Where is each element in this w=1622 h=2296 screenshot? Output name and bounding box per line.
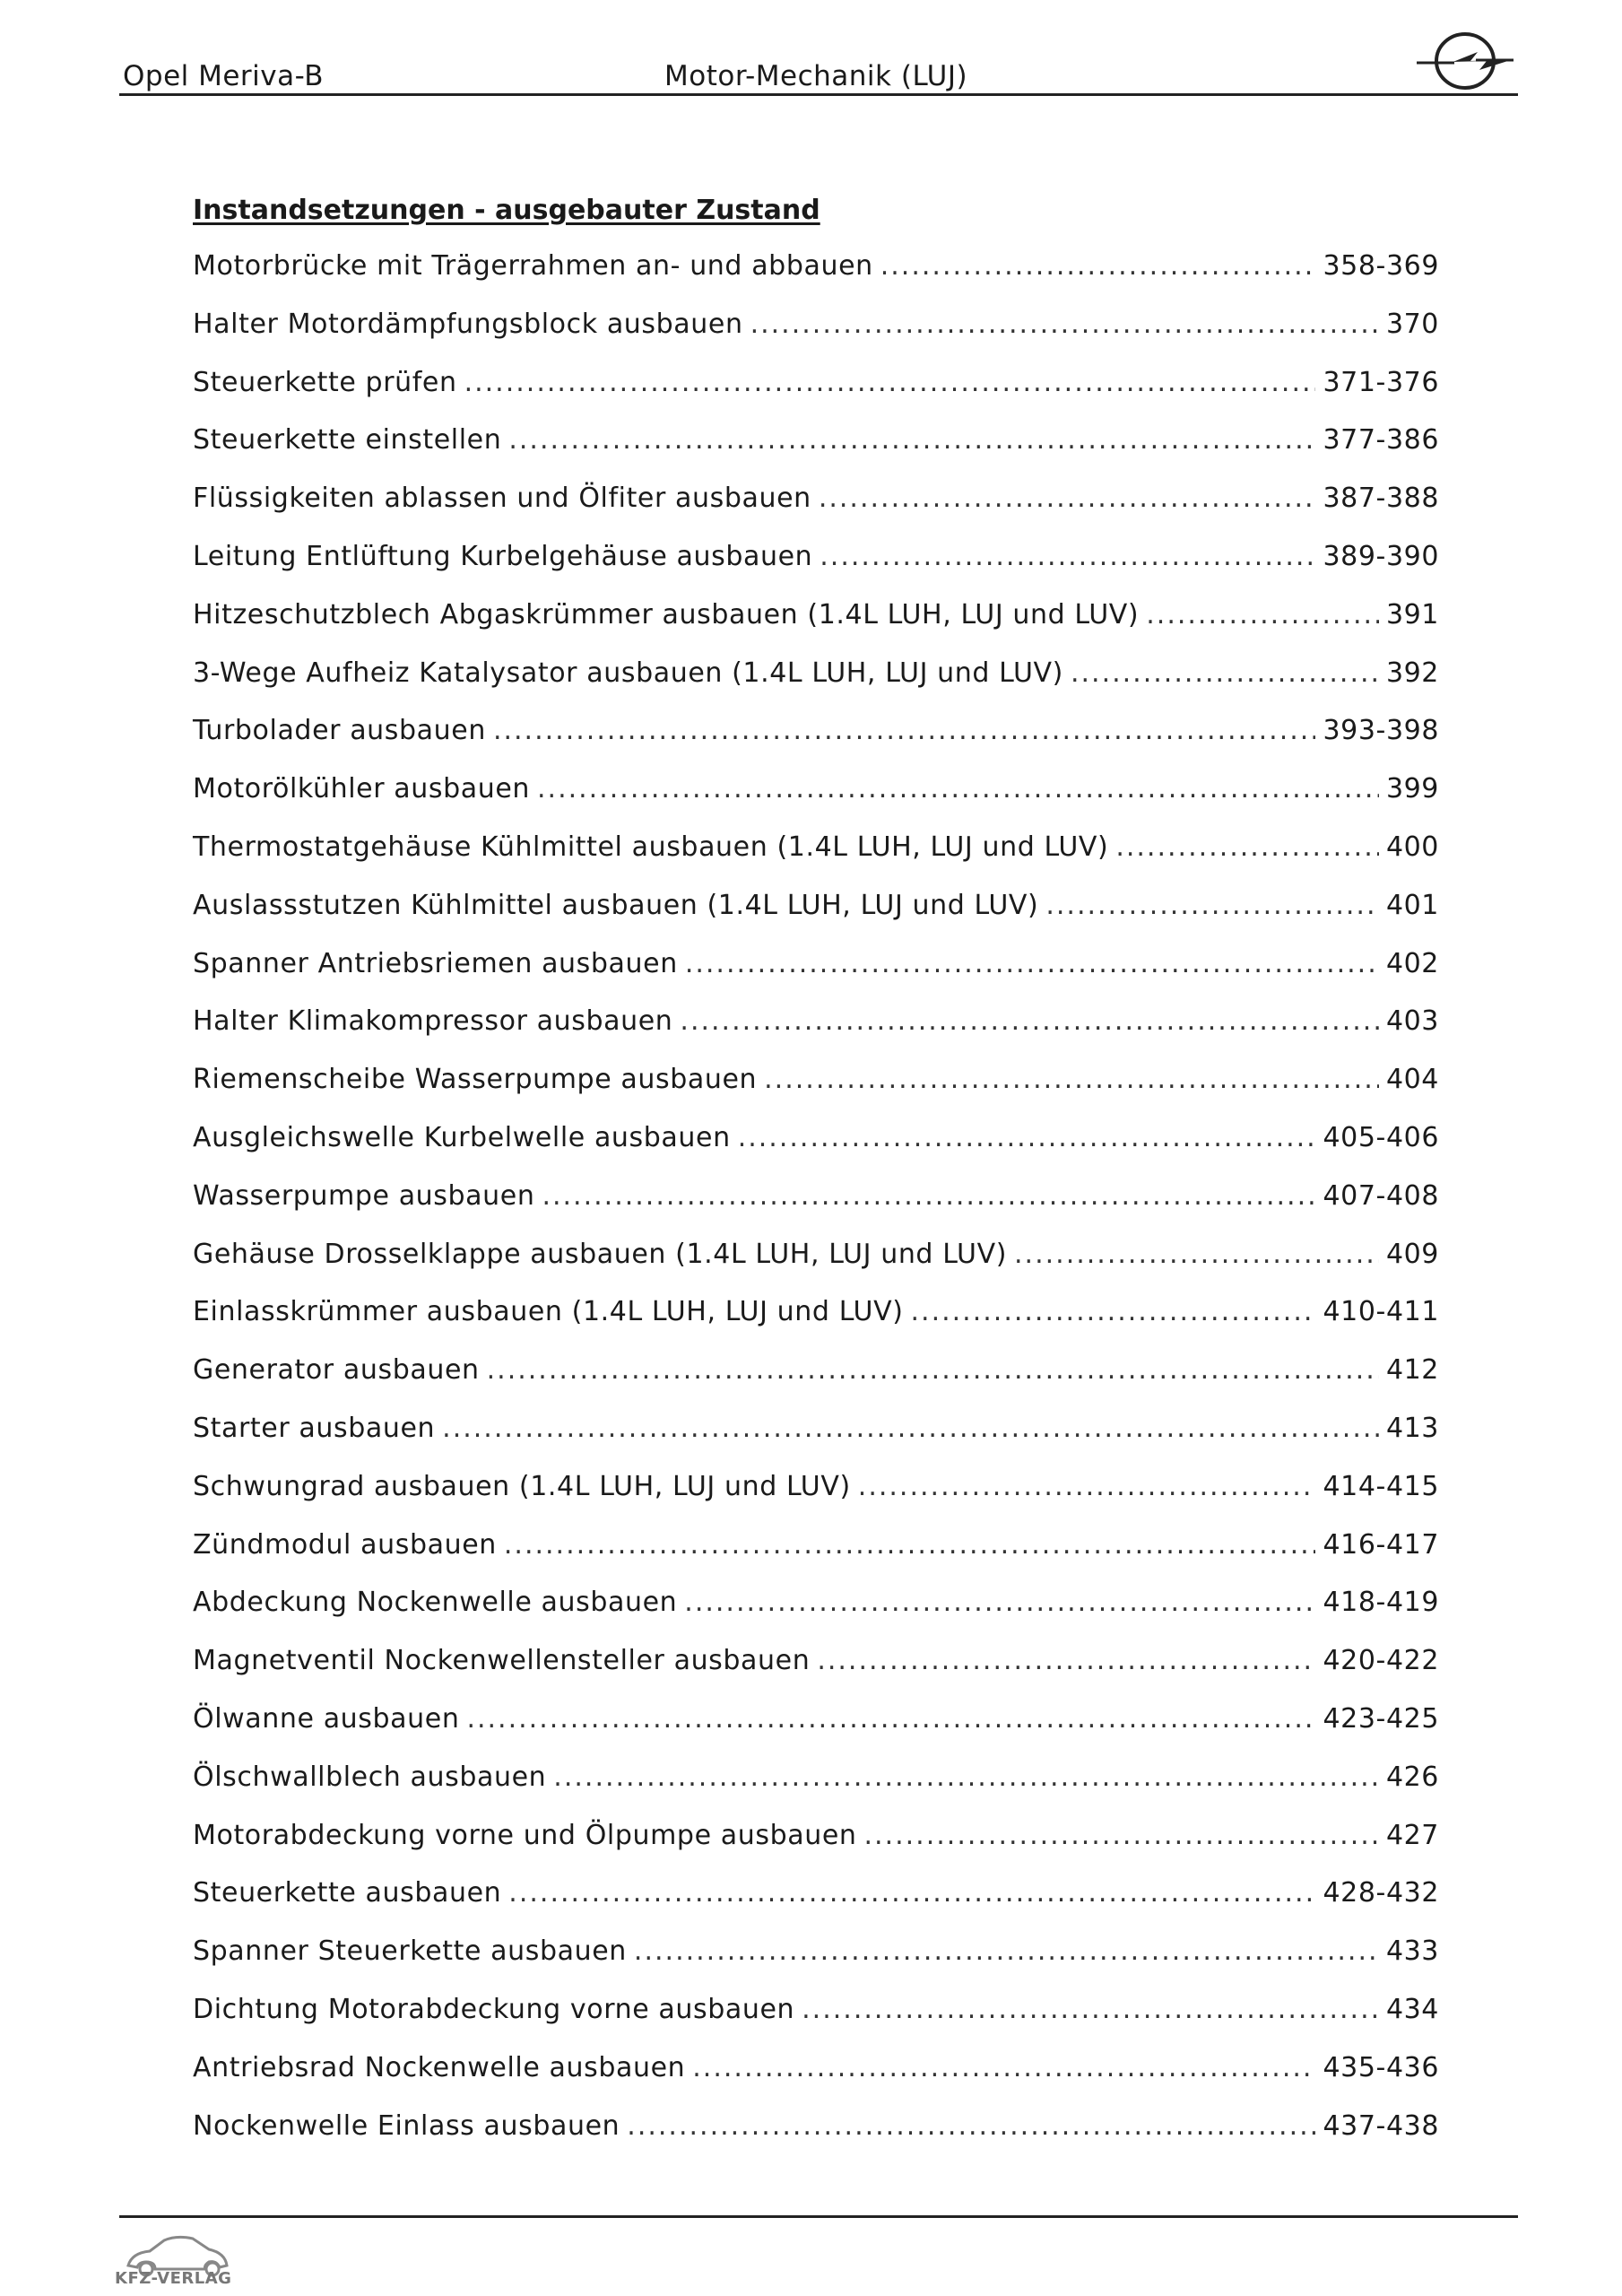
toc-entry-page: 433	[1385, 1935, 1439, 1968]
toc-entry-page: 391	[1385, 598, 1439, 631]
toc-dot-leader	[820, 541, 1315, 572]
toc-entry-page: 434	[1385, 1993, 1439, 2025]
toc-entry	[193, 948, 1439, 1006]
toc-dot-leader	[880, 250, 1316, 282]
toc-entry	[193, 1180, 1439, 1239]
toc-entry-title: Wasserpumpe ausbauen	[193, 1179, 535, 1212]
toc-dot-leader	[508, 1877, 1315, 1909]
toc-entry	[193, 715, 1439, 773]
toc-entry-page: 401	[1385, 889, 1439, 921]
toc-dot-leader	[1146, 599, 1379, 631]
toc-dot-leader	[537, 773, 1379, 804]
toc-entry-page: 387-388	[1323, 483, 1439, 515]
toc-entry	[193, 1122, 1439, 1180]
toc-entry	[193, 1296, 1439, 1354]
toc-entry-title: Ausgleichswelle Kurbelwelle ausbauen	[193, 1121, 731, 1153]
toc-dot-leader	[627, 2110, 1315, 2142]
header-section-title: Motor-Mechanik (LUJ)	[664, 60, 968, 92]
toc-entry	[193, 831, 1439, 890]
toc-entry-title: Hitzeschutzblech Abgaskrümmer ausbauen (1.4L LUH, LUJ und LUV)	[193, 598, 1140, 631]
toc-dot-leader	[1045, 890, 1379, 921]
toc-entry-title: Gehäuse Drosselklappe ausbauen (1.4L LUH, LUJ und LUV)	[193, 1238, 1008, 1270]
toc-entry-title: Thermostatgehäuse Kühlmittel ausbauen (1.4L LUH, LUJ und LUV)	[193, 831, 1109, 863]
toc-entry-page: 407-408	[1323, 1179, 1439, 1212]
toc-dot-leader	[750, 309, 1379, 340]
toc-entry-title: Einlasskrümmer ausbauen (1.4L LUH, LUJ und LUV)	[193, 1296, 904, 1328]
toc-entry-title: Generator ausbauen	[193, 1354, 480, 1387]
toc-entry-page: 423-425	[1323, 1702, 1439, 1735]
toc-dot-leader	[504, 1529, 1316, 1561]
toc-entry-title: Ölschwallblech ausbauen	[193, 1761, 547, 1793]
opel-lightning-logo-icon	[1415, 27, 1515, 95]
toc-entry	[193, 309, 1439, 367]
toc-entry	[193, 1877, 1439, 1935]
toc-entry-title: Ölwanne ausbauen	[193, 1702, 460, 1735]
toc-entry-title: Steuerkette ausbauen	[193, 1877, 502, 1909]
toc-dot-leader	[684, 1587, 1315, 1618]
toc-entry-title: Riemenscheibe Wasserpumpe ausbauen	[193, 1064, 758, 1096]
toc-entry-page: 358-369	[1323, 250, 1439, 282]
toc-entry-title: Leitung Entlüftung Kurbelgehäuse ausbauen	[193, 540, 813, 572]
toc-entry	[193, 657, 1439, 716]
toc-entry-page: 371-376	[1323, 366, 1439, 398]
toc-dot-leader	[487, 1354, 1379, 1386]
toc-entry-page: 427	[1385, 1819, 1439, 1851]
toc-entry-title: Antriebsrad Nockenwelle ausbauen	[193, 2051, 686, 2083]
toc-entry-title: Starter ausbauen	[193, 1412, 436, 1444]
toc-dot-leader	[864, 1820, 1379, 1851]
table-of-contents	[193, 193, 1439, 2168]
toc-dot-leader	[911, 1296, 1316, 1327]
toc-entry-title: Steuerkette einstellen	[193, 424, 502, 457]
toc-entry-page: 370	[1385, 308, 1439, 340]
toc-entry-title: Turbolader ausbauen	[193, 715, 486, 747]
toc-dot-leader	[634, 1935, 1379, 1967]
toc-entry	[193, 1529, 1439, 1587]
toc-entry	[193, 367, 1439, 425]
toc-entry	[193, 1413, 1439, 1471]
toc-entry-title: Motorbrücke mit Trägerrahmen an- und abbauen	[193, 250, 873, 282]
toc-entry	[193, 773, 1439, 831]
toc-entry-page: 389-390	[1323, 540, 1439, 572]
toc-dot-leader	[819, 483, 1316, 514]
header-rule	[119, 93, 1518, 96]
toc-entry-page: 418-419	[1323, 1587, 1439, 1619]
toc-entry	[193, 1064, 1439, 1122]
header-vehicle-title: Opel Meriva-B	[123, 60, 324, 92]
page-header	[119, 49, 1518, 96]
toc-dot-leader	[680, 1005, 1379, 1037]
toc-dot-leader	[692, 2052, 1315, 2083]
toc-entry-page: 426	[1385, 1761, 1439, 1793]
toc-entry	[193, 599, 1439, 657]
toc-entry-title: Motorölkühler ausbauen	[193, 773, 530, 805]
toc-entry-page: 405-406	[1323, 1121, 1439, 1153]
toc-entry	[193, 1645, 1439, 1703]
toc-entry	[193, 1005, 1439, 1064]
toc-entry-page: 414-415	[1323, 1470, 1439, 1502]
toc-entry	[193, 250, 1439, 309]
toc-entry	[193, 424, 1439, 483]
toc-dot-leader	[817, 1645, 1315, 1676]
toc-entry	[193, 2052, 1439, 2110]
toc-entry-page: 437-438	[1323, 2109, 1439, 2142]
toc-entry-page: 404	[1385, 1064, 1439, 1096]
toc-dot-leader	[542, 1180, 1315, 1212]
footer-rule	[119, 2215, 1518, 2218]
toc-entry	[193, 1354, 1439, 1413]
toc-dot-leader	[1014, 1239, 1379, 1270]
toc-entry	[193, 483, 1439, 541]
toc-entry	[193, 1994, 1439, 2052]
toc-entry-page: 377-386	[1323, 424, 1439, 457]
toc-dot-leader	[685, 948, 1379, 979]
toc-entry	[193, 1820, 1439, 1878]
toc-entry-page: 412	[1385, 1354, 1439, 1387]
toc-entry-title: Dichtung Motorabdeckung vorne ausbauen	[193, 1993, 795, 2025]
toc-entry-title: 3-Wege Aufheiz Katalysator ausbauen (1.4L LUH, LUJ und LUV)	[193, 657, 1063, 689]
toc-entry	[193, 1239, 1439, 1297]
toc-entry	[193, 1471, 1439, 1529]
toc-dot-leader	[1115, 831, 1379, 863]
toc-entry-title: Zündmodul ausbauen	[193, 1528, 497, 1561]
toc-dot-leader	[508, 424, 1315, 456]
toc-entry	[193, 2110, 1439, 2169]
toc-entry-title: Steuerkette prüfen	[193, 366, 457, 398]
toc-entry-page: 413	[1385, 1412, 1439, 1444]
toc-entry	[193, 1761, 1439, 1820]
toc-entry-title: Schwungrad ausbauen (1.4L LUH, LUJ und LUV)	[193, 1470, 851, 1502]
footer-logo-text: KFZ-VERLAG	[115, 2269, 232, 2288]
toc-entry	[193, 1935, 1439, 1994]
toc-entry-title: Flüssigkeiten ablassen und Ölfiter ausbauen	[193, 483, 811, 515]
toc-entry-title: Halter Motordämpfungsblock ausbauen	[193, 308, 743, 340]
toc-entry-title: Halter Klimakompressor ausbauen	[193, 1005, 673, 1038]
toc-entry-page: 428-432	[1323, 1877, 1439, 1909]
toc-dot-leader	[764, 1064, 1379, 1095]
toc-dot-leader	[464, 367, 1316, 398]
toc-dot-leader	[466, 1703, 1315, 1735]
toc-entry	[193, 1587, 1439, 1645]
toc-entry-page: 435-436	[1323, 2051, 1439, 2083]
toc-entry-page: 403	[1385, 1005, 1439, 1038]
toc-entry-page: 410-411	[1323, 1296, 1439, 1328]
toc-dot-leader	[858, 1471, 1316, 1502]
toc-entry-page: 392	[1385, 657, 1439, 689]
toc-entry	[193, 541, 1439, 599]
toc-entry-page: 402	[1385, 947, 1439, 979]
toc-entry-page: 409	[1385, 1238, 1439, 1270]
toc-entry-title: Nockenwelle Einlass ausbauen	[193, 2109, 620, 2142]
toc-entry-title: Auslassstutzen Kühlmittel ausbauen (1.4L LUH, LUJ und LUV)	[193, 889, 1039, 921]
toc-dot-leader	[493, 715, 1316, 746]
toc-entry-title: Magnetventil Nockenwellensteller ausbauen	[193, 1645, 811, 1677]
toc-heading: Instandsetzungen - ausgebauter Zustand	[193, 195, 820, 226]
toc-entry-title: Abdeckung Nockenwelle ausbauen	[193, 1587, 678, 1619]
toc-entry-page: 393-398	[1323, 715, 1439, 747]
toc-entry-page: 400	[1385, 831, 1439, 863]
toc-entry-page: 399	[1385, 773, 1439, 805]
toc-entry-page: 420-422	[1323, 1645, 1439, 1677]
toc-list	[193, 250, 1439, 2168]
toc-dot-leader	[553, 1761, 1379, 1793]
toc-dot-leader	[1071, 657, 1379, 689]
toc-entry-title: Spanner Antriebsriemen ausbauen	[193, 947, 678, 979]
toc-entry-title: Motorabdeckung vorne und Ölpumpe ausbauen	[193, 1819, 857, 1851]
toc-entry-title: Spanner Steuerkette ausbauen	[193, 1935, 627, 1968]
toc-dot-leader	[802, 1994, 1379, 2025]
toc-entry-page: 416-417	[1323, 1528, 1439, 1561]
toc-entry	[193, 1703, 1439, 1761]
toc-dot-leader	[738, 1122, 1316, 1153]
toc-entry	[193, 890, 1439, 948]
toc-dot-leader	[442, 1413, 1379, 1444]
